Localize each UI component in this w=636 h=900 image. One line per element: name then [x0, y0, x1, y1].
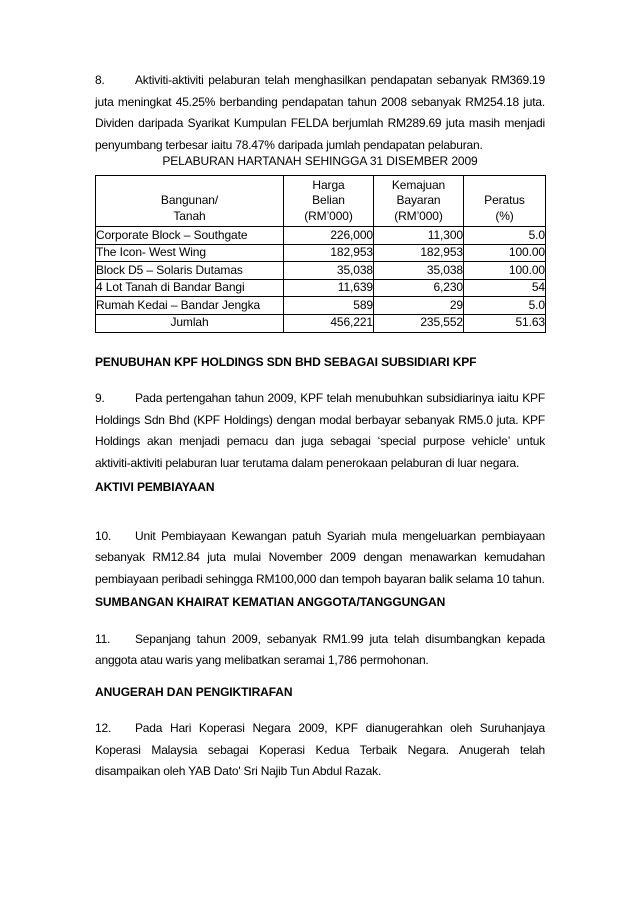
property-investment-table — [95, 175, 546, 333]
table-row — [96, 244, 546, 262]
heading-aktivi-pembiayaan: AKTIVI PEMBIAYAAN — [95, 480, 215, 495]
col-header-peratus — [464, 175, 546, 227]
table-row — [96, 227, 546, 245]
cell-kemajuan-bayaran: 35,038 — [374, 262, 464, 280]
paragraph-9-text: Pada pertengahan tahun 2009, KPF telah menubuhkan subsidiarinya iaitu KPF Holdings Sdn Bhd (KPF Holdings) dengan modal berbayar sebanyak RM5.0 juta. KPF Holdings akan menjadi pemacu dan juga sebagai ‘special purpose vehicle’ untuk aktiviti-aktiviti pelaburan luar terutama dalam penerokaan pelaburan di luar negara. — [95, 391, 545, 470]
paragraph-11-text: Sepanjang tahun 2009, sebanyak RM1.99 juta telah disumbangkan kepada anggota atau waris yang melibatkan seramai 1,786 permohonan. — [95, 631, 545, 668]
table-row — [96, 297, 546, 315]
paragraph-10-number: 10. — [95, 528, 112, 543]
col-header-kemajuan-bayaran — [374, 175, 464, 227]
cell-harga-belian: 589 — [284, 297, 374, 315]
header-line: (%) — [495, 208, 514, 223]
paragraph-9 — [95, 388, 545, 474]
cell-property-name: 4 Lot Tanah di Bandar Bangi — [96, 279, 284, 297]
table-total-row — [96, 314, 546, 332]
cell-peratus: 100.00 — [464, 262, 546, 280]
paragraph-10 — [95, 526, 545, 591]
cell-peratus: 100.00 — [464, 244, 546, 262]
heading-sumbangan-khairat: SUMBANGAN KHAIRAT KEMATIAN ANGGOTA/TANGGUNGAN — [95, 595, 446, 610]
cell-harga-belian: 11,639 — [284, 279, 374, 297]
col-header-harga-belian — [284, 175, 374, 227]
table-header-row — [96, 175, 546, 227]
header-line: Bayaran — [396, 193, 441, 207]
paragraph-12-text: Pada Hari Koperasi Negara 2009, KPF dianugerahkan oleh Suruhanjaya Koperasi Malaysia sebagai Koperasi Kedua Terbaik Negara. Anugerah telah disampaikan oleh YAB Dato' Sri Najib Tun Abdul Razak. — [95, 721, 545, 779]
cell-property-name: Corporate Block – Southgate — [96, 227, 284, 245]
header-line: Harga — [312, 177, 345, 192]
cell-total-kemajuan-bayaran: 235,552 — [374, 314, 464, 332]
paragraph-8-number: 8. — [95, 73, 105, 87]
cell-harga-belian: 35,038 — [284, 262, 374, 280]
paragraph-11 — [95, 629, 545, 672]
cell-property-name: Block D5 – Solaris Dutamas — [96, 262, 284, 280]
header-line: Kemajuan — [391, 177, 446, 192]
table-row — [96, 279, 546, 297]
cell-total-peratus: 51.63 — [464, 314, 546, 332]
paragraph-12 — [95, 718, 545, 783]
paragraph-11-number: 11. — [95, 631, 111, 646]
cell-property-name: Rumah Kedai – Bandar Jengka — [96, 297, 284, 315]
header-line: Tanah — [173, 208, 206, 223]
cell-peratus: 54 — [464, 279, 546, 297]
paragraph-8-text: Aktiviti-aktiviti pelaburan telah menghasilkan pendapatan sebanyak RM369.19 juta meningkat 45.25% berbanding pendapatan tahun 2008 sebanyak RM254.18 juta. Dividen daripada Syarikat Kumpulan FELDA berjumlah RM289.69 juta masih menjadi penyumbang terbesar iaitu 78.47% daripada jumlah pendapatan pelaburan. — [95, 73, 545, 152]
header-line: (RM’000) — [394, 208, 443, 223]
cell-peratus: 5.0 — [464, 227, 546, 245]
paragraph-12-number: 12. — [95, 721, 112, 736]
cell-harga-belian: 226,000 — [284, 227, 374, 245]
cell-total-harga-belian: 456,221 — [284, 314, 374, 332]
col-header-bangunan-tanah — [96, 175, 284, 227]
header-line: Bangunan/ — [160, 193, 219, 207]
heading-anugerah-pengiktirafan: ANUGERAH DAN PENGIKTIRAFAN — [95, 684, 293, 699]
header-line: Peratus — [484, 193, 525, 207]
cell-peratus: 5.0 — [464, 297, 546, 315]
paragraph-8 — [95, 70, 545, 156]
heading-penubuhan-kpf-holdings: PENUBUHAN KPF HOLDINGS SDN BHD SEBAGAI SUBSIDIARI KPF — [95, 354, 477, 369]
cell-harga-belian: 182,953 — [284, 244, 374, 262]
header-line: (RM’000) — [304, 208, 353, 223]
cell-kemajuan-bayaran: 182,953 — [374, 244, 464, 262]
cell-kemajuan-bayaran: 29 — [374, 297, 464, 315]
table-row — [96, 262, 546, 280]
paragraph-10-text: Unit Pembiayaan Kewangan patuh Syariah mula mengeluarkan pembiayaan sebanyak RM12.84 juta mulai November 2009 dengan menawarkan kemudahan pembiayaan peribadi sehingga RM100,000 dan tempoh bayaran balik selama 10 tahun. — [95, 528, 545, 586]
cell-property-name: The Icon- West Wing — [96, 244, 284, 262]
cell-kemajuan-bayaran: 11,300 — [374, 227, 464, 245]
table-title: PELABURAN HARTANAH SEHINGGA 31 DISEMBER 2009 — [162, 154, 478, 168]
header-line: Belian — [312, 193, 345, 207]
paragraph-9-number: 9. — [95, 391, 105, 406]
cell-kemajuan-bayaran: 6,230 — [374, 279, 464, 297]
cell-total-label: Jumlah — [96, 314, 284, 332]
